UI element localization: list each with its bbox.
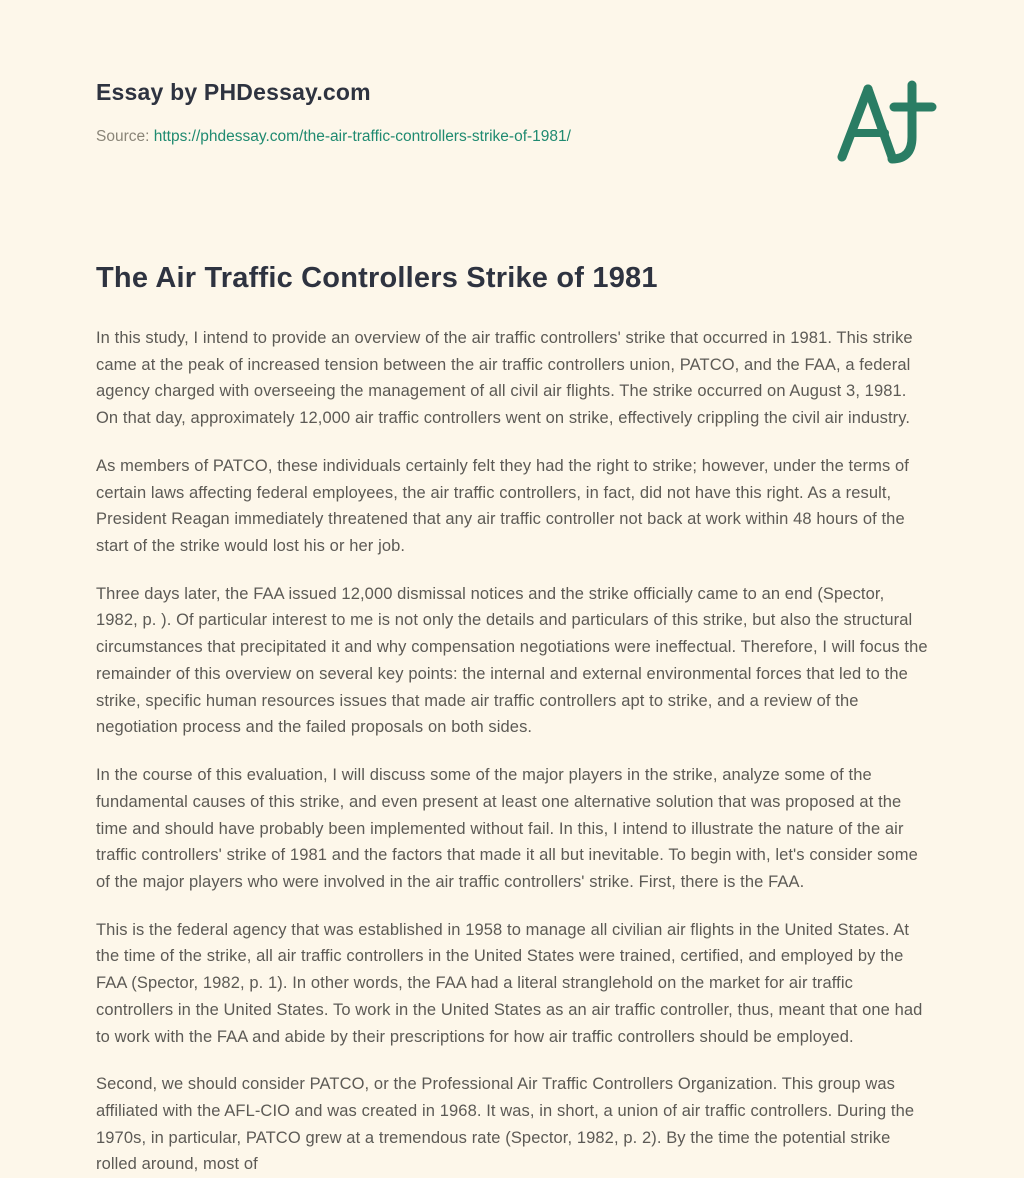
essay-paragraph: This is the federal agency that was established in 1958 to manage all civilian air flights in the United States. At the time of the strike, all air traffic controllers in the United States were trained, certified, and employed by the FAA (Spector, 1982, p. 1). In other words, the FAA had a literal stranglehold on the market for air traffic controllers in the United States. To work in the United States as an air traffic controller, thus, meant that one had to work with the FAA and abide by their prescriptions for how air traffic controllers should be employed. xyxy=(96,920,923,1046)
essay-paragraph: As members of PATCO, these individuals certainly felt they had the right to strike; however, under the terms of certain laws affecting federal employees, the air traffic controllers, in fact, did not have this right. As a result, President Reagan immediately threatened that any air traffic controller not back at work within 48 hours of the start of the strike would lost his or her job. xyxy=(96,456,909,556)
essay-paragraph: In this study, I intend to provide an overview of the air traffic controllers' strike that occurred in 1981. This strike came at the peak of increased tension between the air traffic controllers union, PATCO, and the FAA, a federal agency charged with overseeing the management of all civil air flights. The strike occurred on August 3, 1981. On that day, approximately 12,000 air traffic controllers went on strike, effectively crippling the civil air industry. xyxy=(96,329,913,428)
essay-paragraph: Second, we should consider PATCO, or the Professional Air Traffic Controllers Organization. This group was affiliated with the AFL-CIO and was created in 1968. It was, in short, a union of air traffic controllers. During the 1970s, in particular, PATCO grew at a tremendous rate (Spector, 1982, p. 2). By the time the potential strike rolled around, most of xyxy=(96,1075,915,1174)
source-url-link[interactable]: https://phdessay.com/the-air-traffic-controllers-strike-of-1981/ xyxy=(153,128,571,145)
essay-body xyxy=(96,325,928,1178)
site-title: Essay by PHDessay.com xyxy=(96,79,371,105)
essay-paragraph: In the course of this evaluation, I will discuss some of the major players in the strike, analyze some of the fundamental causes of this strike, and even present at least one alternative solution that was proposed at the time and should have probably been implemented without fail. In this, I intend to illustrate the nature of the air traffic controllers' strike of 1981 and the factors that made it all but inevitable. To begin with, let's consider some of the major players who were involved in the air traffic controllers' strike. First, there is the FAA. xyxy=(96,766,918,891)
page-header xyxy=(96,75,928,170)
source-label: Source: xyxy=(96,128,150,145)
essay-title: The Air Traffic Controllers Strike of 1981 xyxy=(96,262,658,294)
phdessay-logo-icon xyxy=(828,75,938,170)
source-line xyxy=(96,128,571,146)
essay-paragraph: Three days later, the FAA issued 12,000 dismissal notices and the strike officially came to an end (Spector, 1982, p. ). Of particular interest to me is not only the details and particulars of this strike, but also the structural circumstances that precipitated it and why compensation negotiations were ineffectual. Therefore, I will focus the remainder of this overview on several key points: the internal and external environmental forces that led to the strike, specific human resources issues that made air traffic controllers apt to strike, and a review of the negotiation process and the failed proposals on both sides. xyxy=(96,584,928,737)
header-text-block xyxy=(96,75,571,146)
